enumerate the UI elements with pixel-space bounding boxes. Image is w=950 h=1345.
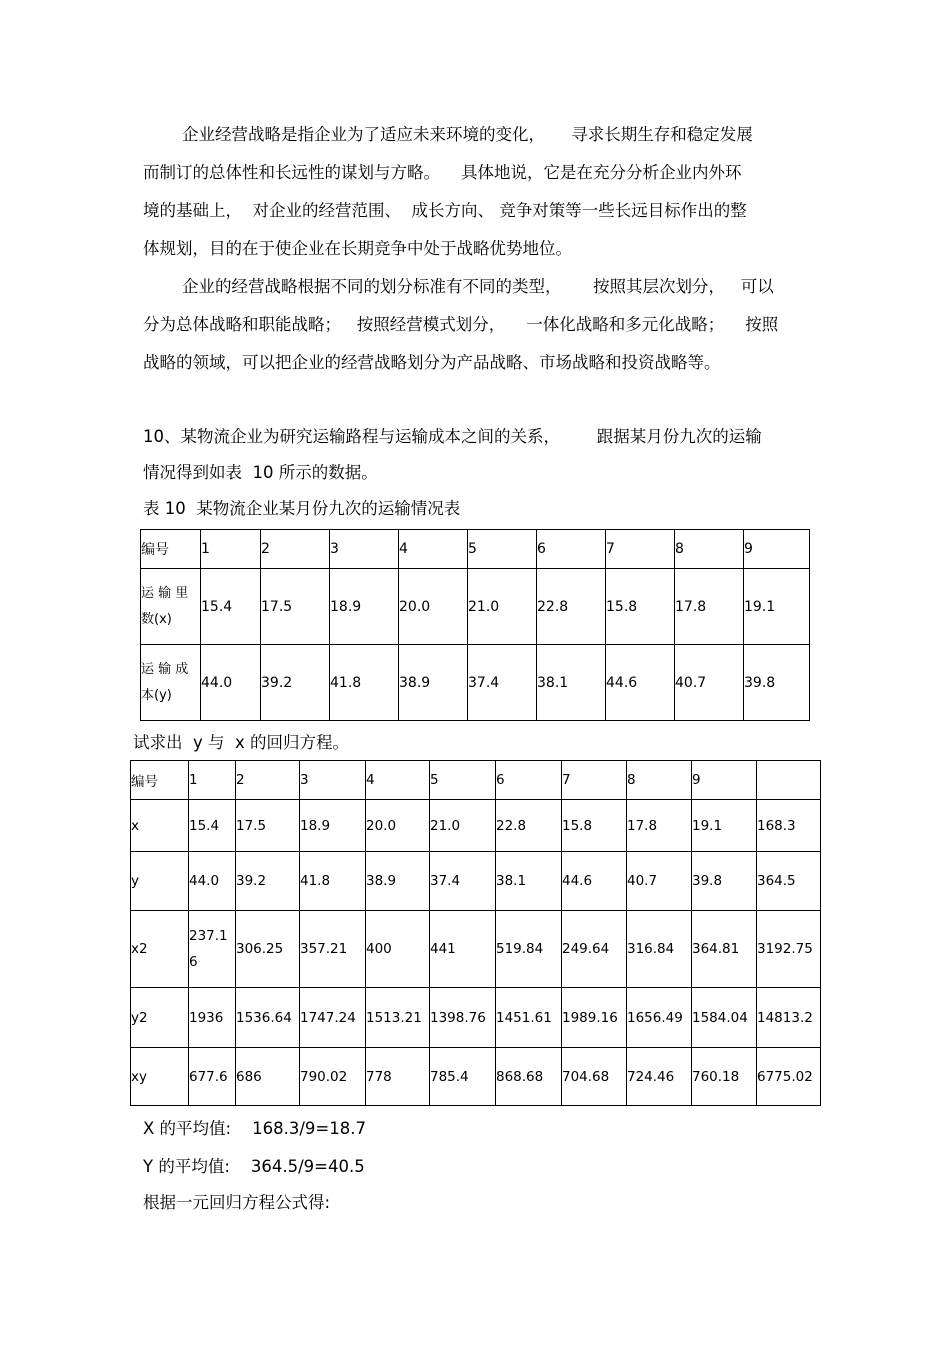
- table2-cell: 39.2: [236, 852, 300, 911]
- table2-cell: 760.18: [692, 1048, 757, 1106]
- table1-cell: 39.8: [744, 645, 810, 721]
- table1-cell: 38.9: [399, 645, 468, 721]
- table2-cell: 3192.75: [757, 911, 821, 988]
- table2-cell: 41.8: [300, 852, 366, 911]
- paragraph-1-line-1: 企业经营战略是指企业为了适应未来环境的变化， 寻求长期生存和稳定发展: [182, 125, 753, 144]
- table2-cell: 1: [189, 761, 236, 800]
- table1-cell: 44.0: [201, 645, 261, 721]
- table2-cell: 441: [430, 911, 496, 988]
- table2-cell: 21.0: [430, 800, 496, 852]
- table2-cell: x: [131, 800, 189, 852]
- table2-cell: 44.6: [562, 852, 627, 911]
- table2-cell: 17.8: [627, 800, 692, 852]
- table1-cell: 8: [675, 530, 744, 569]
- table1-cell: 17.8: [675, 569, 744, 645]
- table2-cell: 8: [627, 761, 692, 800]
- table2-cell: 3: [300, 761, 366, 800]
- table2-cell: 39.8: [692, 852, 757, 911]
- table2-cell: 44.0: [189, 852, 236, 911]
- table2-cell: 15.4: [189, 800, 236, 852]
- table2-cell: 38.1: [496, 852, 562, 911]
- table1-row-cost: [141, 645, 810, 721]
- paragraph-1-line-4: 体规划，目的在于使企业在长期竞争中处于战略优势地位。: [143, 239, 572, 258]
- mean-x: X 的平均值: 168.3/9=18.7: [143, 1119, 366, 1138]
- calculation-table: [130, 760, 821, 1106]
- regression-question: 试求出 y 与 x 的回归方程。: [133, 733, 349, 752]
- table2-cell: 1451.61: [496, 988, 562, 1048]
- table2-cell: 37.4: [430, 852, 496, 911]
- table2-cell: 6: [496, 761, 562, 800]
- table2-cell: 1936: [189, 988, 236, 1048]
- formula-intro: 根据一元回归方程公式得:: [143, 1193, 331, 1212]
- table1-row-label: 运 输 成 本(y): [141, 645, 201, 721]
- table1-cell: 3: [330, 530, 399, 569]
- table1-cell: 19.1: [744, 569, 810, 645]
- mean-y: Y 的平均值: 364.5/9=40.5: [143, 1157, 365, 1176]
- table2-cell: 677.6: [189, 1048, 236, 1106]
- paragraph-2-line-2: 分为总体战略和职能战略； 按照经营模式划分， 一体化战略和多元化战略； 按照: [143, 315, 779, 334]
- table2-cell: 5: [430, 761, 496, 800]
- table2-cell: 364.5: [757, 852, 821, 911]
- table2-cell: 17.5: [236, 800, 300, 852]
- table1-cell: 5: [468, 530, 537, 569]
- table2-cell: 1513.21: [366, 988, 430, 1048]
- paragraph-1-line-2: 而制订的总体性和长远性的谋划与方略。 具体地说，它是在充分分析企业内外环: [143, 163, 742, 182]
- table2-cell: 778: [366, 1048, 430, 1106]
- table1-cell: 44.6: [606, 645, 675, 721]
- table2-row-id: [131, 761, 821, 800]
- table2-cell: 1656.49: [627, 988, 692, 1048]
- table1-cell: 15.8: [606, 569, 675, 645]
- table1-row-distance: [141, 569, 810, 645]
- table2-cell: 1584.04: [692, 988, 757, 1048]
- table1-cell: 39.2: [261, 645, 330, 721]
- table1-row-label: 运 输 里 数(x): [141, 569, 201, 645]
- table1-cell: 41.8: [330, 645, 399, 721]
- table1-row-id: [141, 530, 810, 569]
- table2-cell: 7: [562, 761, 627, 800]
- table2-cell: 868.68: [496, 1048, 562, 1106]
- table2-cell: 724.46: [627, 1048, 692, 1106]
- table1-cell: 编号: [141, 530, 201, 569]
- table2-cell: 704.68: [562, 1048, 627, 1106]
- table2-cell: x2: [131, 911, 189, 988]
- table1-cell: 9: [744, 530, 810, 569]
- table2-cell: 4: [366, 761, 430, 800]
- table2-cell: 364.81: [692, 911, 757, 988]
- table1-cell: 22.8: [537, 569, 606, 645]
- table2-cell: 316.84: [627, 911, 692, 988]
- table2-cell: 2: [236, 761, 300, 800]
- table2-cell: 9: [692, 761, 757, 800]
- table2-cell: y: [131, 852, 189, 911]
- table2-cell: 15.8: [562, 800, 627, 852]
- table2-cell: 237.16: [189, 911, 236, 988]
- table2-cell: [757, 761, 821, 800]
- table2-cell: 357.21: [300, 911, 366, 988]
- table1-cell: 7: [606, 530, 675, 569]
- table1-cell: 37.4: [468, 645, 537, 721]
- table2-cell: 19.1: [692, 800, 757, 852]
- table2-cell: 785.4: [430, 1048, 496, 1106]
- paragraph-2-line-3: 战略的领域，可以把企业的经营战略划分为产品战略、市场战略和投资战略等。: [143, 353, 721, 372]
- table2-cell: 1398.76: [430, 988, 496, 1048]
- paragraph-1-line-3: 境的基础上， 对企业的经营范围、 成长方向、 竞争对策等一些长远目标作出的整: [143, 201, 747, 220]
- table1-cell: 2: [261, 530, 330, 569]
- table2-cell: 249.64: [562, 911, 627, 988]
- table1-cell: 38.1: [537, 645, 606, 721]
- table2-cell: 20.0: [366, 800, 430, 852]
- table2-cell: 40.7: [627, 852, 692, 911]
- table2-cell: 6775.02: [757, 1048, 821, 1106]
- table2-row-y: [131, 852, 821, 911]
- table2-cell: 1747.24: [300, 988, 366, 1048]
- table2-cell: 519.84: [496, 911, 562, 988]
- table2-cell: 14813.2: [757, 988, 821, 1048]
- table2-cell: 400: [366, 911, 430, 988]
- table2-cell: 306.25: [236, 911, 300, 988]
- table2-cell: 编号: [131, 761, 189, 800]
- table1-cell: 4: [399, 530, 468, 569]
- paragraph-2-line-1: 企业的经营战略根据不同的划分标准有不同的类型， 按照其层次划分， 可以: [182, 277, 774, 296]
- table1-cell: 40.7: [675, 645, 744, 721]
- table1-cell: 21.0: [468, 569, 537, 645]
- table1-cell: 18.9: [330, 569, 399, 645]
- table2-cell: 18.9: [300, 800, 366, 852]
- table2-cell: 790.02: [300, 1048, 366, 1106]
- table2-cell: xy: [131, 1048, 189, 1106]
- question-line-1: 10、某物流企业为研究运输路程与运输成本之间的关系， 跟据某月份九次的运输: [143, 427, 762, 446]
- table2-cell: 22.8: [496, 800, 562, 852]
- table2-cell: 686: [236, 1048, 300, 1106]
- question-line-2: 情况得到如表 10 所示的数据。: [143, 463, 378, 482]
- table2-cell: 1536.64: [236, 988, 300, 1048]
- table2-row-x: [131, 800, 821, 852]
- transport-data-table: [140, 529, 810, 721]
- table-caption: 表 10 某物流企业某月份九次的运输情况表: [143, 499, 461, 518]
- table1-cell: 15.4: [201, 569, 261, 645]
- table2-cell: y2: [131, 988, 189, 1048]
- table2-cell: 168.3: [757, 800, 821, 852]
- table2-cell: 1989.16: [562, 988, 627, 1048]
- table1-cell: 20.0: [399, 569, 468, 645]
- table2-cell: 38.9: [366, 852, 430, 911]
- table1-cell: 1: [201, 530, 261, 569]
- table2-row-xy: [131, 1048, 821, 1106]
- table2-row-y2: [131, 988, 821, 1048]
- table1-cell: 17.5: [261, 569, 330, 645]
- table2-row-x2: [131, 911, 821, 988]
- table1-cell: 6: [537, 530, 606, 569]
